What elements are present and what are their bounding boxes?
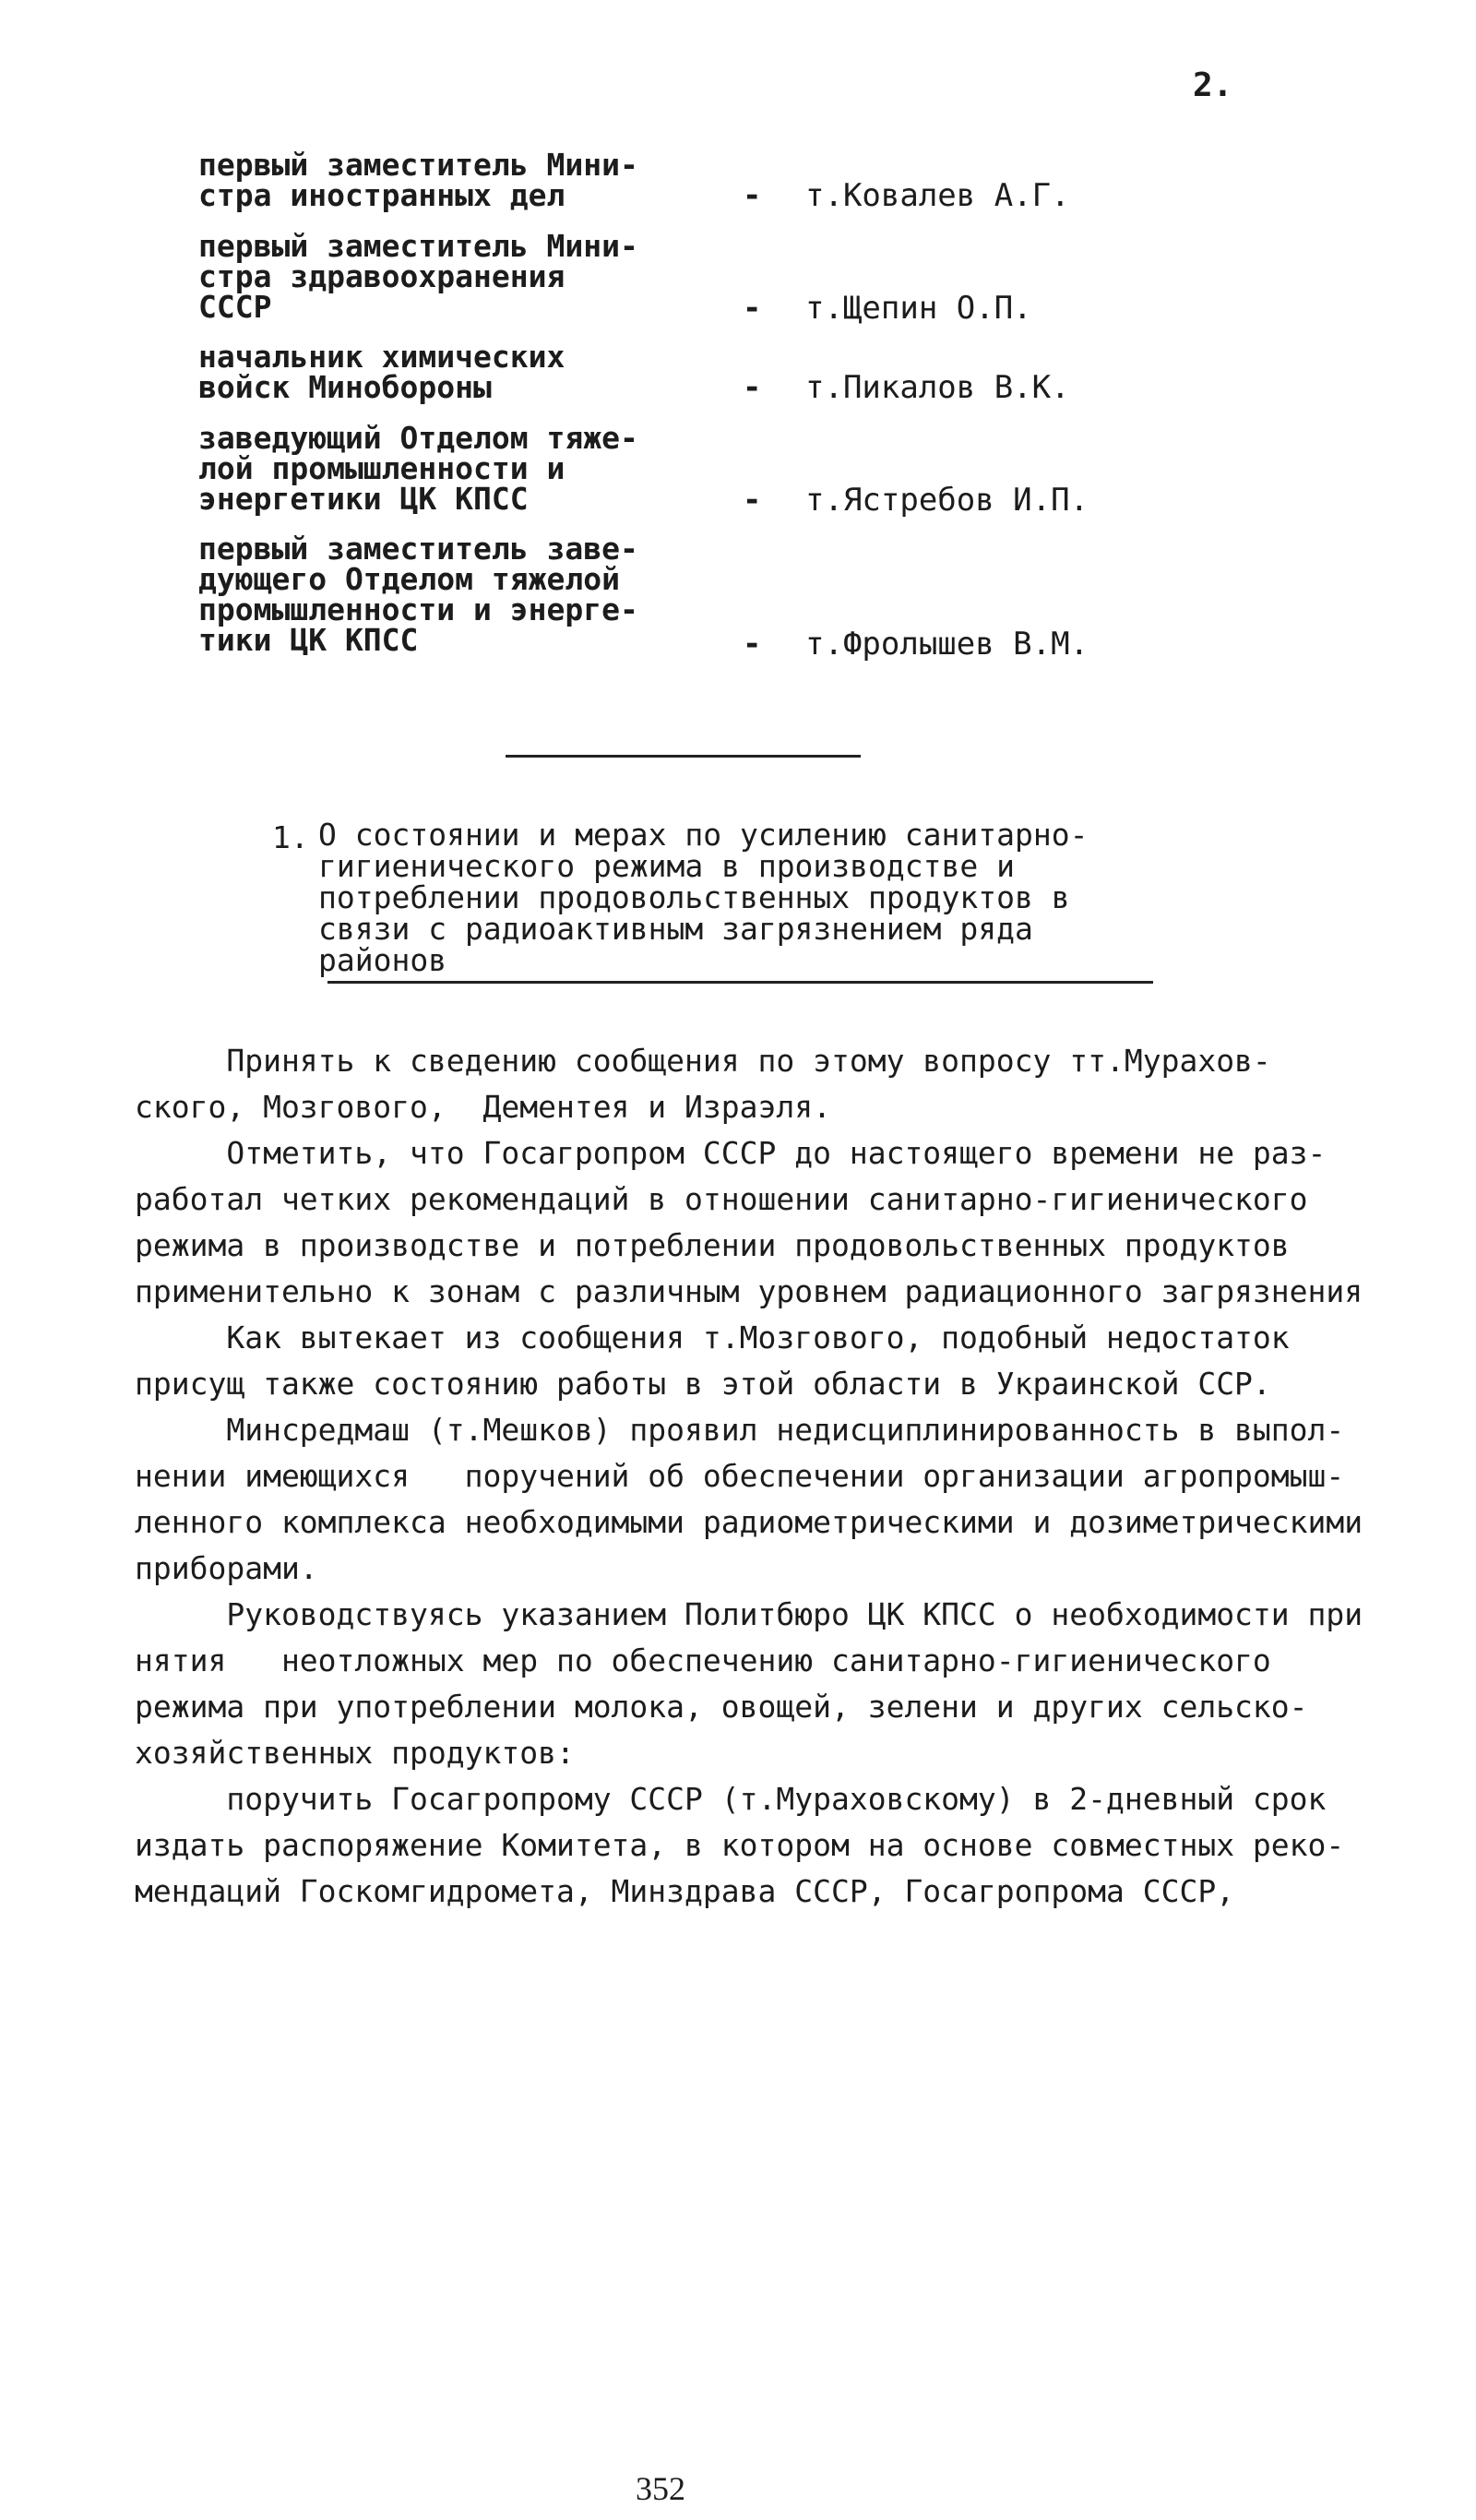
participant-role: первый заместитель Мини- стра здравоохранения СССР — [198, 228, 638, 325]
text-line: нении имеющихся поручений об обеспечении организации агропромыш- — [135, 1458, 1345, 1494]
agenda-underline — [327, 981, 1153, 984]
participant-role: первый заместитель заве- дующего Отделом тяжелой промышленности и энерге- тики ЦК КПСС — [198, 531, 638, 658]
participant-name: т.Пикалов В.К. — [805, 369, 1070, 406]
text-line: присущ также состоянию работы в этой области в Украинской ССР. — [135, 1366, 1271, 1402]
text-line: режима в производстве и потреблении продовольственных продуктов — [135, 1227, 1290, 1263]
section-separator — [506, 755, 861, 758]
text-line: Отметить, что Госагропром СССР до настоящего времени не раз- — [135, 1135, 1327, 1171]
text-line: Руководствуясь указанием Политбюро ЦК КПСС о необходимости при — [135, 1596, 1363, 1632]
participant-name: т.Фролышев В.М. — [805, 626, 1089, 663]
text-line: применительно к зонам с различным уровнем радиационного загрязнения — [135, 1273, 1363, 1309]
text-line: издать распоряжение Комитета, в котором на основе совместных реко- — [135, 1827, 1345, 1863]
participant-dash: - — [743, 177, 762, 214]
page-number: 2. — [1193, 66, 1233, 104]
agenda-number: 1. — [272, 819, 309, 855]
text-line: Как вытекает из сообщения т.Мозгового, подобный недостаток — [135, 1320, 1290, 1356]
text-line: ленного комплекса необходимыми радиометрическими и дозиметрическими — [135, 1504, 1363, 1540]
participant-dash: - — [743, 290, 762, 327]
text-line: ского, Мозгового, Дементея и Израэля. — [135, 1089, 831, 1125]
resolution-text — [135, 1038, 1408, 1915]
participant-dash: - — [743, 369, 762, 406]
text-line: работал четких рекомендаций в отношении санитарно-гигиенического — [135, 1181, 1308, 1217]
text-line: режима при употреблении молока, овощей, зелени и других сельско- — [135, 1689, 1308, 1725]
participant-role: начальник химических войск Минобороны — [198, 339, 565, 405]
participant-dash: - — [743, 482, 762, 519]
text-line: мендаций Госкомгидромета, Минздрава СССР, Госагропрома СССР, — [135, 1873, 1235, 1909]
text-line: нятия неотложных мер по обеспечению санитарно-гигиенического — [135, 1642, 1271, 1678]
text-line: Минсредмаш (т.Мешков) проявил недисциплинированность в выпол- — [135, 1412, 1345, 1448]
participant-name: т.Ястребов И.П. — [805, 482, 1089, 519]
participant-name: т.Щепин О.П. — [805, 290, 1032, 327]
agenda-title: О состоянии и мерах по усилению санитарно- гигиенического режима в производстве и потреблении продовольственных продуктов в связи с радиоактивным загрязнением ряда районов — [318, 817, 1089, 978]
participant-role: заведующий Отделом тяже- лой промышленности и энергетики ЦК КПСС — [198, 420, 638, 517]
text-line: поручить Госагропрому СССР (т.Мураховскому) в 2-дневный срок — [135, 1781, 1327, 1817]
participant-name: т.Ковалев А.Г. — [805, 177, 1070, 214]
text-line: хозяйственных продуктов: — [135, 1735, 575, 1771]
text-line: Принять к сведению сообщения по этому вопросу тт.Мурахов- — [135, 1043, 1271, 1079]
text-line: приборами. — [135, 1550, 318, 1586]
footer-page-number: 352 — [636, 2470, 685, 2507]
participant-dash: - — [743, 626, 762, 663]
participant-role: первый заместитель Мини- стра иностранных дел — [198, 147, 638, 213]
